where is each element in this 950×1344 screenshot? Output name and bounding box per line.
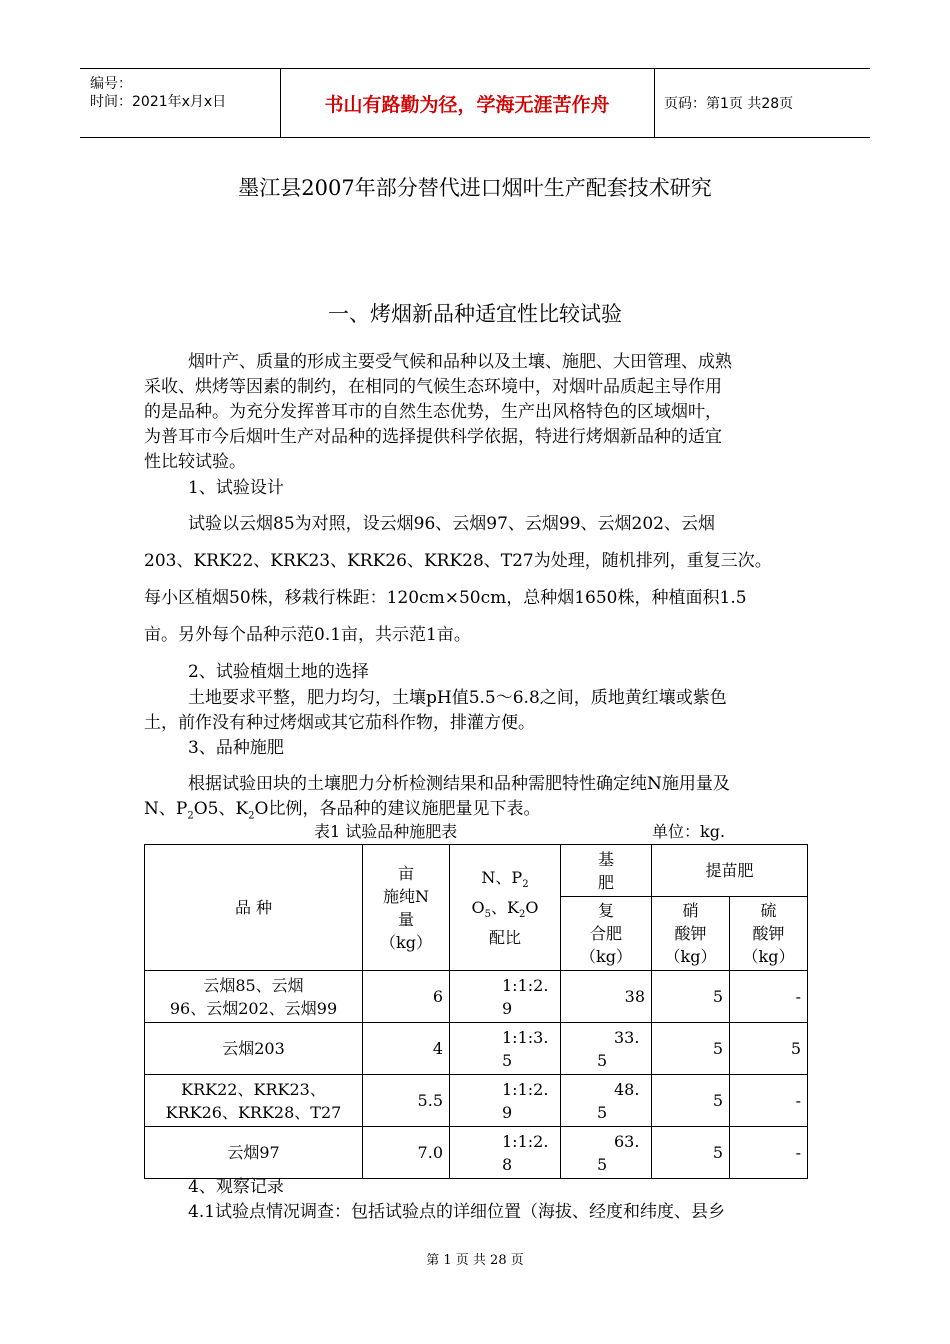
header-meta [80, 69, 281, 137]
header-variety: 品 种 [145, 845, 363, 971]
s2-line: 土地要求平整，肥力均匀，土壤pH值5.5～6.8之间，质地黄红壤或紫色 [188, 688, 727, 708]
table-row: KRK22、KRK23、 KRK26、KRK28、T27 5.5 1:1:2. 9 48. 5 5 - [145, 1075, 808, 1127]
intro-line: 性比较试验。 [144, 452, 246, 472]
header-base-fertilizer: 基 肥 [561, 845, 652, 897]
header-page-info: 页码：第1页 共28页 [664, 96, 794, 112]
s3-line: N、$P_2O5$、$K_2O$比例，各品种的建议施肥量见下表。 [144, 799, 541, 822]
header-ratio: N、$P_2$ $O_5$、$K_2O$ 配比 [450, 845, 561, 971]
table-row: 云烟85、云烟 96、云烟202、云烟99 6 1:1:2. 9 38 5 - [145, 971, 808, 1023]
section-title: 一、烤烟新品种适宜性比较试验 [328, 302, 622, 326]
header-k2so4: 硫 酸钾 （kg） [730, 897, 808, 971]
table-caption: 表1 试验品种施肥表 [314, 822, 458, 841]
s1-line: 203、KRK22、KRK23、KRK26、KRK28、T27为处理，随机排列，重复三次。 [144, 551, 772, 571]
s3-line: 根据试验田块的土壤肥力分析检测结果和品种需肥特性确定纯N施用量及 [188, 774, 730, 794]
document-title: 墨江县2007年部分替代进口烟叶生产配套技术研究 [238, 176, 712, 200]
intro-line: 的是品种。为充分发挥普耳市的自然生态优势，生产出风格特色的区域烟叶， [144, 402, 722, 422]
s4-heading: 4、观察记录 [188, 1177, 284, 1197]
intro-line: 采收、烘烤等因素的制约，在相同的气候生态环境中，对烟叶品质起主导作用 [144, 377, 722, 397]
code-label: 编号： [90, 76, 132, 92]
s3-heading: 3、品种施肥 [188, 738, 284, 758]
header-pure-n: 亩 施纯N 量 （kg） [363, 845, 450, 971]
fertilizer-table [144, 844, 808, 1179]
table-unit: 单位：kg. [652, 822, 726, 841]
s2-line: 土，前作没有种过烤烟或其它茄科作物，排灌方便。 [144, 713, 535, 733]
page-footer: 第 1 页 共 28 页 [426, 1253, 524, 1268]
table-row: 云烟203 4 1:1:3. 5 33. 5 5 5 [145, 1023, 808, 1075]
intro-line: 烟叶产、质量的形成主要受气候和品种以及土壤、施肥、大田管理、成熟 [188, 352, 732, 372]
header-top-dressing: 提苗肥 [652, 845, 808, 897]
s1-line: 亩。另外每个品种示范0.1亩，共示范1亩。 [144, 625, 471, 645]
table-row: 云烟97 7.0 1:1:2. 8 63. 5 5 - [145, 1127, 808, 1179]
intro-line: 为普耳市今后烟叶生产对品种的选择提供科学依据，特进行烤烟新品种的适宜 [144, 427, 722, 447]
header-kno3: 硝 酸钾 （kg） [652, 897, 730, 971]
s1-line: 每小区植烟50株，移栽行株距：120cm×50cm，总种烟1650株，种植面积1.5 [144, 588, 747, 608]
s2-heading: 2、试验植烟土地的选择 [188, 662, 369, 682]
page-header [80, 68, 870, 138]
header-compound: 复 合肥 （kg） [561, 897, 652, 971]
s1-heading: 1、试验设计 [188, 478, 284, 498]
header-motto: 书山有路勤为径，学海无涯苦作舟 [280, 69, 655, 137]
s4-line: 4.1试验点情况调查：包括试验点的详细位置（海拔、经度和纬度、县乡 [188, 1202, 726, 1222]
date-label: 时间：2021年x月x日 [90, 94, 227, 110]
s1-line: 试验以云烟85为对照，设云烟96、云烟97、云烟99、云烟202、云烟 [188, 514, 715, 534]
